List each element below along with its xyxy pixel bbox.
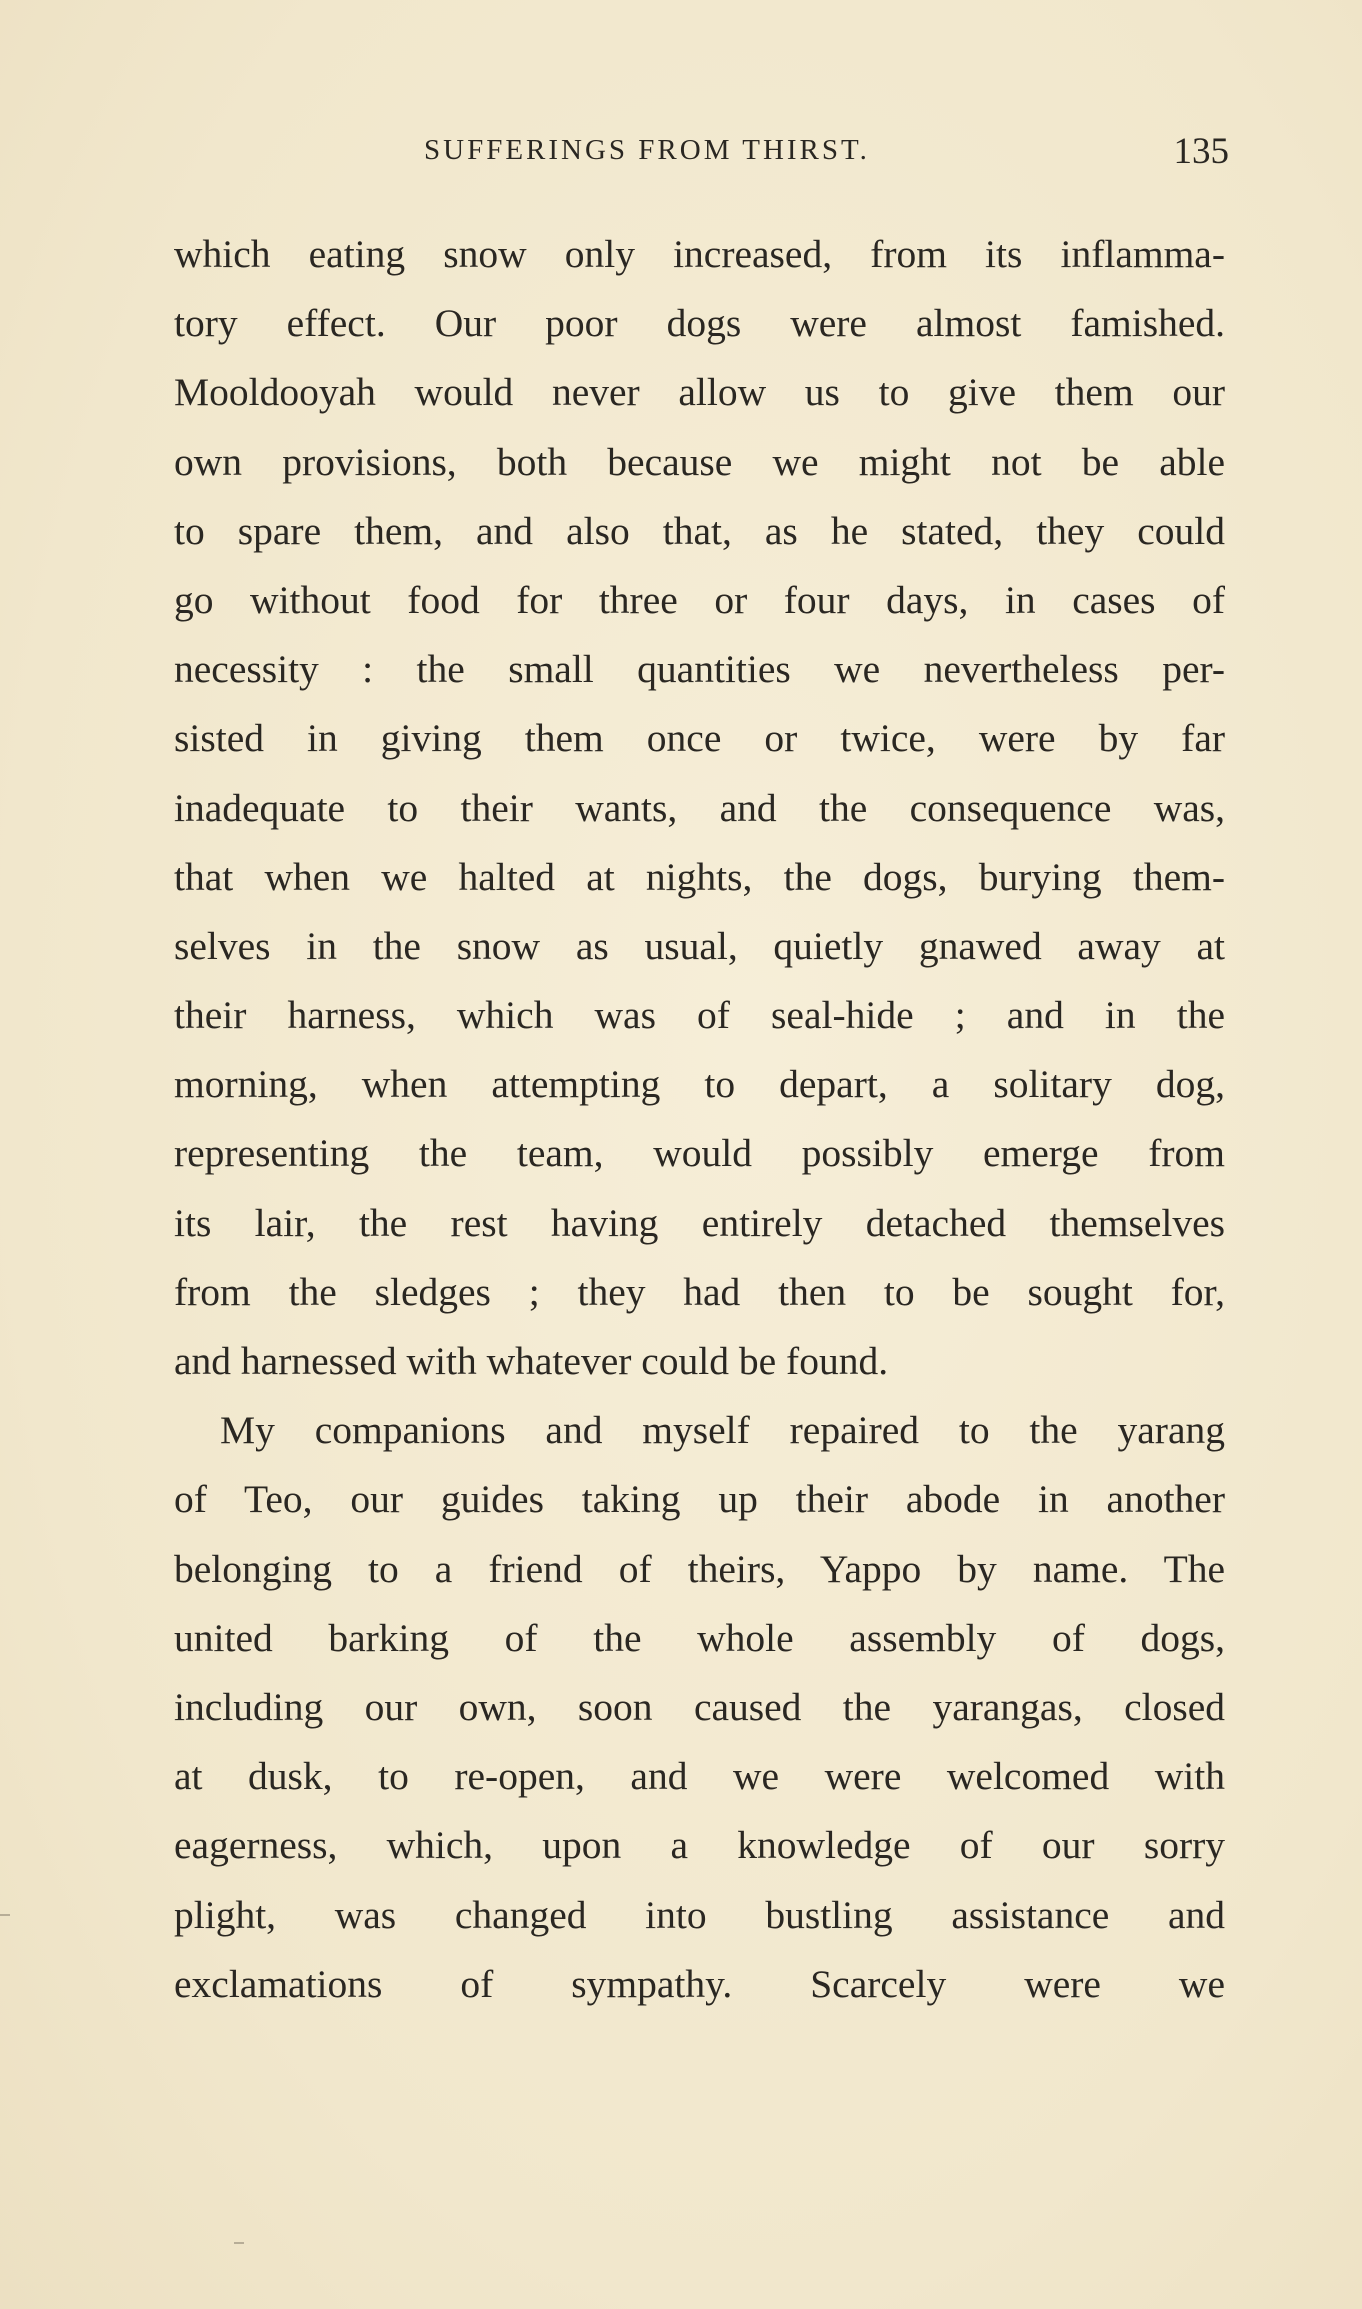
bottom-mark	[234, 2242, 244, 2244]
text-line: its lair, the rest having entirely detached themselves	[174, 1200, 1225, 1245]
text-line: including our own, soon caused the yarangas, closed	[174, 1684, 1225, 1729]
running-head	[174, 131, 1229, 182]
text-line: plight, was changed into bustling assistance and	[174, 1892, 1225, 1937]
text-line: morning, when attempting to depart, a solitary dog,	[174, 1062, 1225, 1107]
text-line: inadequate to their wants, and the consequence was,	[174, 785, 1225, 830]
text-line: go without food for three or four days, in cases of	[174, 577, 1225, 622]
text-line: which eating snow only increased, from its inflamma-	[174, 232, 1225, 276]
text-line: belonging to a friend of theirs, Yappo by name. The	[174, 1546, 1225, 1591]
text-line: own provisions, both because we might not be able	[174, 439, 1225, 484]
text-line: at dusk, to re-open, and we were welcomed with	[174, 1754, 1225, 1799]
body-text	[174, 220, 1225, 2019]
text-line: tory effect. Our poor dogs were almost famished.	[174, 301, 1225, 346]
running-title: SUFFERINGS FROM THIRST.	[424, 134, 870, 166]
text-line: from the sledges ; they had then to be sought for,	[174, 1269, 1225, 1314]
text-line: united barking of the whole assembly of dogs,	[174, 1615, 1225, 1660]
text-line: Mooldooyah would never allow us to give them our	[174, 370, 1225, 415]
page-number: 135	[1173, 131, 1229, 172]
text-line: exclamations of sympathy. Scarcely were we	[174, 1961, 1225, 2006]
text-line: to spare them, and also that, as he stated, they could	[174, 508, 1225, 553]
text-line: of Teo, our guides taking up their abode in another	[174, 1477, 1225, 1522]
margin-mark	[0, 1914, 10, 1916]
text-line: their harness, which was of seal-hide ; and in the	[174, 993, 1225, 1038]
text-line: sisted in giving them once or twice, were by far	[174, 716, 1225, 761]
text-line: representing the team, would possibly emerge from	[174, 1131, 1225, 1176]
paragraph-end-line: and harnessed with whatever could be found.	[174, 1339, 889, 1383]
text-line: that when we halted at nights, the dogs, burying them-	[174, 854, 1225, 899]
text-line: selves in the snow as usual, quietly gnawed away at	[174, 923, 1225, 968]
text-line: eagerness, which, upon a knowledge of our sorry	[174, 1823, 1225, 1868]
text-line: necessity : the small quantities we nevertheless per-	[174, 647, 1225, 692]
paragraph-start-line: My companions and myself repaired to the yarang	[220, 1408, 1225, 1453]
